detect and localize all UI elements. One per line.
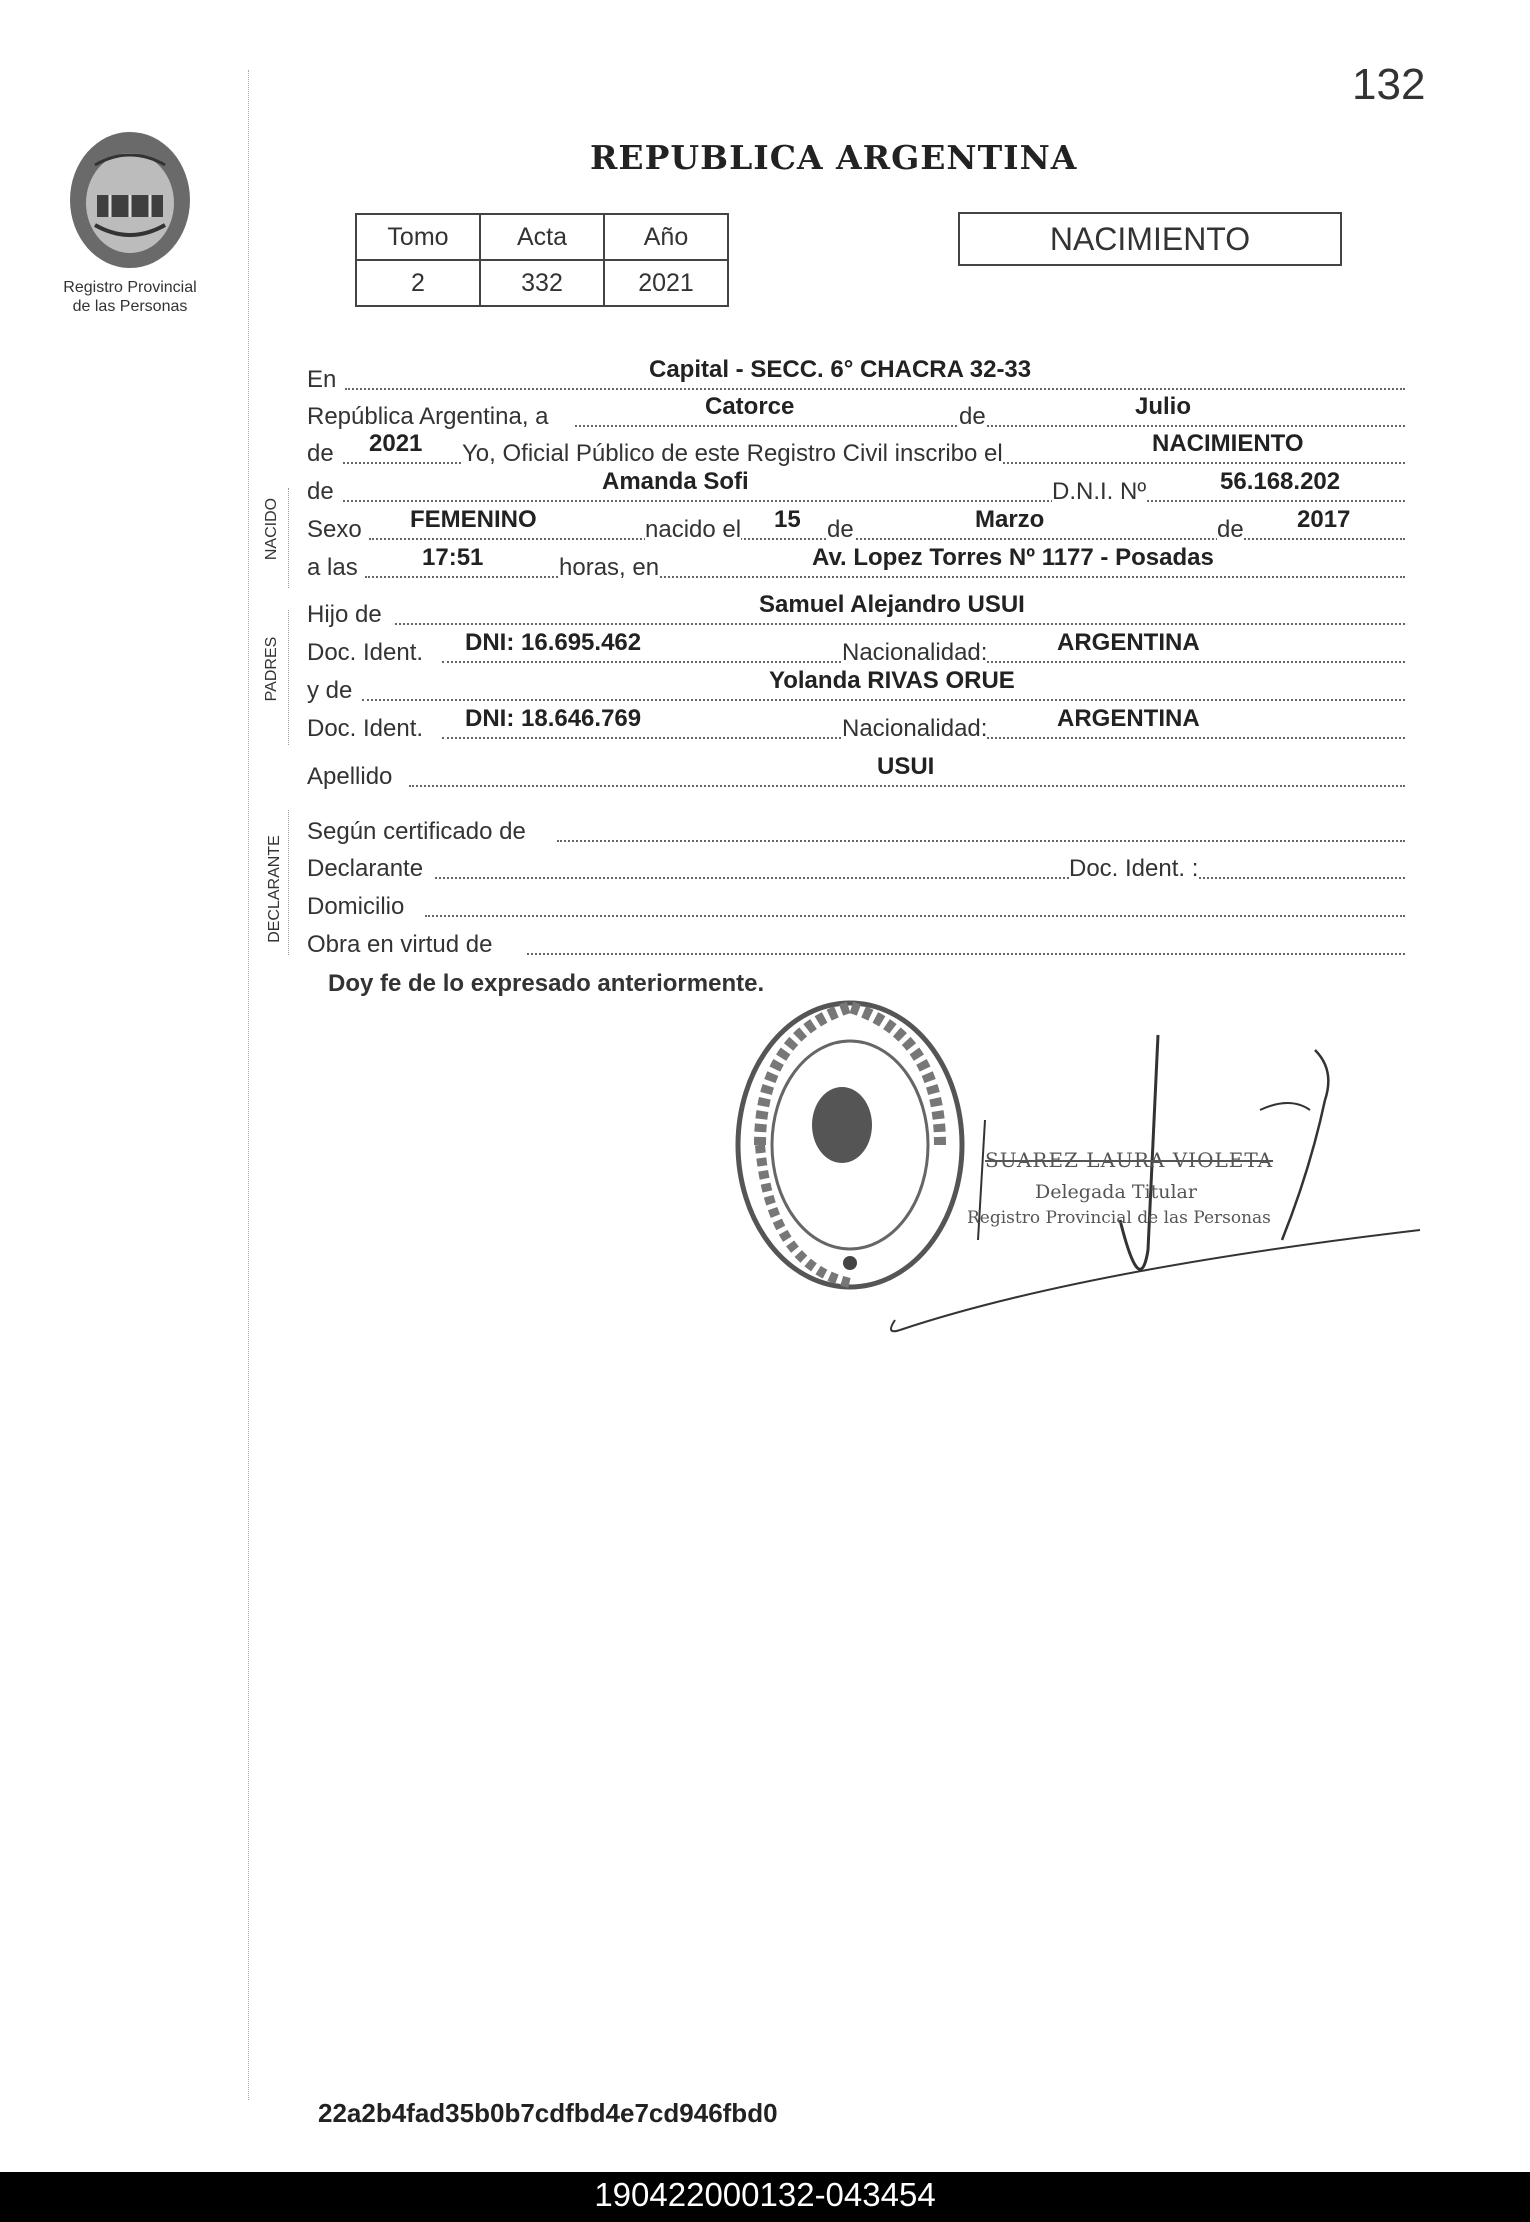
issuer-caption-line1: Registro Provincial [63, 279, 197, 296]
field-segun [307, 812, 1405, 848]
label-a-las: a las [307, 554, 358, 581]
side-label-nacido: NACIDO [263, 497, 280, 561]
dotted-line [343, 500, 1405, 502]
issuer-caption [40, 278, 220, 316]
field-year-line [307, 430, 1405, 470]
label-doc-ident: Doc. Ident. [307, 715, 424, 742]
value-birth-day: 15 [774, 506, 801, 533]
label-sexo: Sexo [307, 516, 362, 543]
label-de: de [827, 516, 854, 543]
value-father-name: Samuel Alejandro USUI [759, 591, 1025, 618]
signatory-role: Delegada Titular [1035, 1181, 1197, 1203]
value-birth-time: 17:51 [422, 544, 484, 571]
closing-statement: Doy fe de lo expresado anteriormente. [328, 970, 765, 997]
value-surname: USUI [877, 753, 935, 780]
field-declarante [307, 849, 1405, 885]
field-mother [307, 667, 1405, 707]
field-father [307, 591, 1405, 631]
dotted-line [395, 623, 1405, 625]
label-y-de: y de [307, 677, 353, 704]
dotted-line [557, 840, 1405, 842]
field-obra [307, 925, 1405, 961]
label-oficial-text: Yo, Oficial Público de este Registro Civil inscribo el [462, 440, 1003, 467]
margin-line [248, 70, 249, 2100]
value-child-name: Amanda Sofi [602, 468, 749, 495]
registry-value-acta: 332 [480, 260, 604, 306]
signatory-name: SUAREZ LAURA VIOLETA [985, 1148, 1274, 1172]
footer-code: 190422000132-043454 [594, 2176, 936, 2213]
label-de: de [1217, 516, 1244, 543]
value-birth-year: 2017 [1297, 506, 1351, 533]
value-mother-nationality: ARGENTINA [1057, 705, 1200, 732]
record-type-box: NACIMIENTO [958, 212, 1342, 266]
registry-header-acta: Acta [480, 214, 604, 260]
province-emblem-icon [55, 125, 205, 275]
value-father-dni: DNI: 16.695.462 [465, 629, 642, 656]
registry-table-header-row [356, 214, 728, 260]
dotted-line [369, 538, 1405, 540]
value-mother-name: Yolanda RIVAS ORUE [769, 667, 1015, 694]
field-mother-doc [307, 705, 1405, 745]
signatory-office: Registro Provincial de las Personas [967, 1208, 1271, 1228]
label-en: En [307, 366, 337, 393]
value-day-text: Catorce [705, 393, 795, 420]
value-year: 2021 [369, 430, 423, 457]
dotted-line [409, 785, 1405, 787]
label-nacido-el: nacido el [645, 516, 742, 543]
label-hijo-de: Hijo de [307, 601, 382, 628]
value-birth-month: Marzo [975, 506, 1045, 533]
label-doc-ident: Doc. Ident. [307, 639, 424, 666]
value-sexo: FEMENINO [410, 506, 537, 533]
issuer-caption-line2: de las Personas [72, 298, 188, 315]
label-domicilio: Domicilio [307, 893, 405, 920]
document-hash: 22a2b4fad35b0b7cdfbd4e7cd946fbd0 [318, 2098, 778, 2128]
field-en [307, 356, 1405, 396]
label-apellido: Apellido [307, 763, 393, 790]
registry-table-value-row [356, 260, 728, 306]
label-nacionalidad: Nacionalidad: [842, 639, 988, 666]
label-de: de [307, 478, 334, 505]
label-de: de [307, 440, 334, 467]
field-father-doc [307, 629, 1405, 669]
dotted-line [435, 877, 1405, 879]
field-apellido [307, 753, 1405, 793]
label-republica: República Argentina, a [307, 403, 549, 430]
value-child-dni: 56.168.202 [1220, 468, 1341, 495]
dotted-line [527, 953, 1405, 955]
label-dni: D.N.I. Nº [1052, 478, 1147, 505]
value-month: Julio [1135, 393, 1192, 420]
dotted-line [425, 915, 1405, 917]
value-birth-place: Av. Lopez Torres Nº 1177 - Posadas [812, 544, 1214, 571]
registry-value-tomo: 2 [356, 260, 480, 306]
nacido-bracket [288, 488, 289, 588]
field-hora [307, 544, 1405, 584]
page-number: 132 [1352, 60, 1426, 109]
registry-header-ano: Año [604, 214, 728, 260]
dotted-line [365, 576, 1405, 578]
field-sexo [307, 506, 1405, 546]
value-father-nationality: ARGENTINA [1057, 629, 1200, 656]
document-title: REPUBLICA ARGENTINA [590, 138, 1078, 177]
side-label-declarante: DECLARANTE [266, 835, 283, 943]
registry-table [355, 213, 729, 307]
field-republica [307, 393, 1405, 433]
value-record-kind: NACIMIENTO [1152, 430, 1304, 457]
side-label-padres: PADRES [263, 636, 280, 702]
label-horas-en: horas, en [559, 554, 660, 581]
field-domicilio [307, 887, 1405, 923]
label-segun-certificado: Según certificado de [307, 818, 526, 845]
label-declarante: Declarante [307, 855, 424, 882]
dotted-line [345, 388, 1405, 390]
label-obra-en-virtud: Obra en virtud de [307, 931, 493, 958]
padres-bracket [288, 610, 289, 745]
dotted-line [362, 699, 1405, 701]
label-doc-ident: Doc. Ident. : [1069, 855, 1199, 882]
label-nacionalidad: Nacionalidad: [842, 715, 988, 742]
registry-value-ano: 2021 [604, 260, 728, 306]
registry-header-tomo: Tomo [356, 214, 480, 260]
declarante-bracket [288, 810, 289, 955]
value-mother-dni: DNI: 18.646.769 [465, 705, 642, 732]
dotted-line [575, 425, 1405, 427]
field-name [307, 468, 1405, 508]
value-place: Capital - SECC. 6° CHACRA 32-33 [649, 356, 1032, 383]
label-de: de [959, 403, 986, 430]
